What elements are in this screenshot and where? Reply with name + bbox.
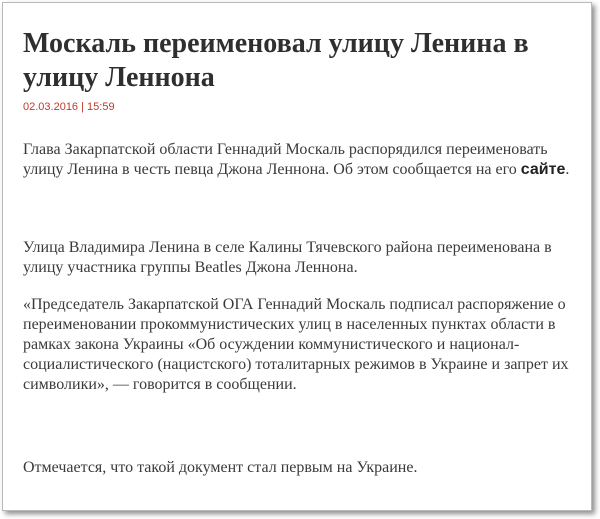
paragraph-1 (23, 140, 578, 180)
paragraph-4: Отмечается, что такой документ стал первым на Украине. (23, 459, 418, 476)
paragraph-3-quote: «Председатель Закарпатской ОГА Геннадий Москаль подписал распоряжение о переименовании прокоммунистических улиц в населенных пунктах области в рамках закона Украины «Об осуждении коммунистического и национал-социалистического (нацистского) тоталитарных режимов в Украине и запрет их символики», — говорится в сообщении. (23, 296, 569, 393)
meta-separator: | (81, 101, 84, 113)
paragraph-1-end: . (565, 161, 570, 178)
site-link[interactable]: сайте (520, 161, 566, 178)
article-headline: Москаль переименовал улицу Ленина в улицу Леннона (23, 28, 529, 93)
article-card (2, 2, 592, 511)
article-time: 15:59 (87, 101, 115, 113)
paragraph-2: Улица Владимира Ленина в селе Калины Тячевского района переименована в улицу участника группы Beatles Джона Леннона. (23, 239, 552, 276)
article-meta (23, 101, 115, 113)
article-date: 02.03.2016 (23, 101, 79, 113)
paragraph-1-text: Глава Закарпатской области Геннадий Москаль распорядился переименовать улицу Ленина в честь певца Джона Леннона. Об этом сообщается на его (23, 141, 548, 178)
